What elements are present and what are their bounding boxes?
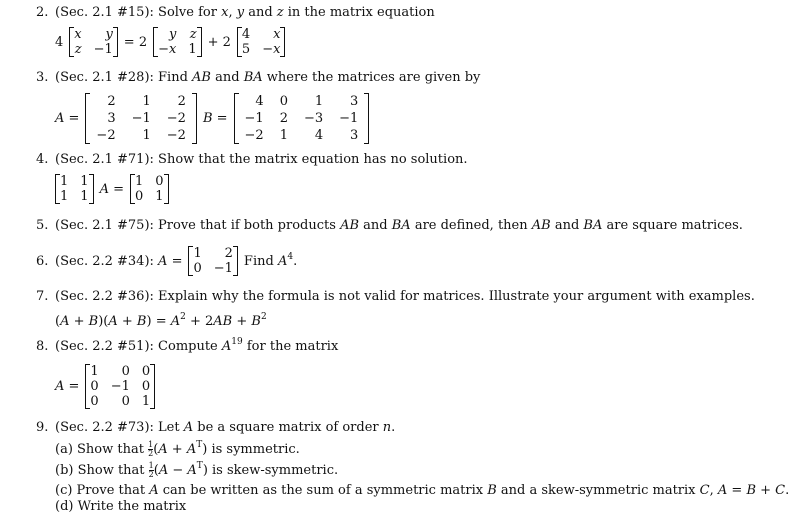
text-segment: ) is symmetric. (202, 442, 300, 457)
matrix-cell: −1 (339, 111, 359, 126)
text-segment: T (196, 440, 203, 450)
matrix-cell: 3 (350, 94, 359, 109)
problem-number: 2. (36, 5, 49, 20)
text-segment: 4 (287, 251, 294, 262)
matrix-cell: y (168, 27, 177, 42)
matrix-cell: −1 (244, 111, 264, 126)
matrix (153, 27, 202, 57)
matrix-label: A = (55, 111, 80, 126)
matrix-cell: −2 (96, 128, 116, 143)
text-segment: A (183, 420, 194, 435)
matrix-cell: 0 (155, 174, 164, 189)
text-segment: AB (213, 314, 233, 329)
denominator: 2 (148, 449, 154, 458)
problem-number: 3. (36, 70, 49, 85)
matrix-cell: 1 (141, 394, 151, 409)
text-segment: A (186, 442, 197, 457)
text-segment: C (699, 483, 710, 498)
text-segment: A (277, 253, 288, 269)
text-segment: AB (192, 70, 211, 85)
matrix-equation-q2 (55, 27, 288, 57)
matrix-cell: −2 (166, 111, 186, 126)
text-segment: A (108, 314, 118, 329)
part-text (154, 463, 338, 478)
text-segment: ( (153, 442, 159, 457)
matrix-cell: 2 (177, 94, 186, 109)
matrix-q8 (55, 364, 158, 409)
matrix-cell: 1 (60, 174, 69, 189)
numerator: 1 (148, 461, 154, 470)
matrix-label: A = (55, 379, 80, 394)
text-segment: + (167, 442, 187, 457)
equals-coefficient: = 2 (123, 34, 148, 50)
text-segment: and a skew-symmetric matrix (496, 483, 700, 498)
text-segment: A (187, 463, 197, 478)
text-segment: AB (340, 218, 360, 233)
matrix-cell: 0 (90, 394, 99, 409)
text-segment: in the matrix equation (283, 5, 435, 20)
matrix-cell: x (273, 27, 281, 42)
text-segment: BA (391, 218, 411, 233)
text-segment: − (168, 463, 188, 478)
text-segment: (Sec. 2.2 #73): Let (55, 420, 184, 435)
text-segment: + (69, 314, 89, 329)
text-segment: A (158, 463, 169, 478)
text-segment: where the matrices are given by (262, 70, 481, 85)
equation-middle: A = (99, 181, 124, 197)
matrix-cell: −x (262, 42, 281, 57)
matrix-cell: 1 (155, 189, 164, 204)
matrix-cell: 2 (279, 111, 288, 126)
text-segment: . (293, 253, 298, 269)
matrix-cell: −3 (303, 111, 324, 126)
text-segment: (Sec. 2.2 #34): (55, 253, 159, 269)
matrix-cell: 0 (141, 364, 151, 379)
matrix (85, 364, 155, 409)
text-segment: ) is skew-symmetric. (202, 463, 339, 478)
matrix-cell: 1 (60, 189, 69, 204)
text-segment: can be written as the sum of a symmetric matrix (158, 483, 488, 498)
matrix-cell: 4 (255, 94, 264, 109)
problem-text (55, 152, 468, 167)
matrix-cell: 0 (121, 394, 130, 409)
matrix-cell: 4 (241, 27, 251, 42)
matrix-cell: −1 (131, 111, 151, 126)
text-segment: , (709, 483, 718, 498)
text-segment: and (211, 70, 244, 85)
matrix-b (234, 93, 370, 144)
text-segment: C (775, 483, 786, 498)
text-segment: (Sec. 2.2 #51): Compute (55, 339, 222, 354)
matrix (237, 27, 286, 57)
matrix-cell: 1 (142, 94, 151, 109)
part-text (153, 442, 300, 457)
plus-coefficient: + 2 (207, 34, 231, 50)
text-segment: A (158, 442, 168, 457)
text-segment: (Sec. 2.1 #75): Prove that if both products (55, 218, 341, 233)
problem-text (55, 218, 743, 233)
problem-text (55, 289, 755, 304)
text-segment: + (756, 483, 776, 498)
matrix (188, 246, 237, 276)
matrix-cell: 0 (279, 94, 288, 109)
text-segment: 2 (260, 312, 267, 322)
problem-number: 7. (36, 289, 49, 304)
text-segment: (Sec. 2.1 #28): Find (55, 70, 193, 85)
text-segment: x (221, 5, 229, 20)
problem-text (55, 70, 480, 85)
matrix-label: B = (202, 111, 228, 126)
text-segment: A (60, 314, 70, 329)
text-segment: ( (55, 314, 61, 329)
matrix-cell: 3 (107, 111, 116, 126)
text-segment: . (391, 420, 396, 435)
text-segment: and (550, 218, 584, 233)
problem-text (55, 339, 338, 354)
problem-number: 8. (36, 339, 49, 354)
text-segment: n (382, 420, 392, 435)
text-segment: ( (153, 463, 159, 478)
matrix-cell: −2 (166, 128, 186, 143)
matrix-cell: −1 (213, 261, 233, 276)
text-segment: and (359, 218, 392, 233)
text-segment: A (149, 483, 159, 498)
text-segment: B (88, 314, 99, 329)
text-segment: and (244, 5, 277, 20)
problem-number: 6. (36, 253, 49, 269)
text-segment: )( (98, 314, 109, 329)
text-segment: , (228, 5, 237, 20)
text-segment: are square matrices. (602, 218, 743, 233)
text-segment: A (221, 339, 232, 354)
text-segment: AB (531, 218, 551, 233)
problem-text-after (243, 251, 298, 269)
formula (55, 314, 267, 329)
matrix-a (85, 93, 197, 144)
coefficient: 4 (55, 34, 64, 50)
text-segment: z (276, 5, 284, 20)
matrix-cell: 1 (193, 246, 202, 261)
text-segment: Find (243, 253, 278, 269)
text-segment: B (746, 483, 756, 498)
matrix-cell: 0 (90, 379, 99, 394)
part-label: (b) Show that (55, 463, 149, 478)
problem-number: 4. (36, 152, 49, 167)
text-segment: (c) Prove that (55, 483, 150, 498)
text-segment: y (236, 5, 245, 20)
matrix-cell: 0 (121, 364, 130, 379)
matrix-cell: 1 (90, 364, 99, 379)
matrices-q3 (55, 93, 372, 144)
matrix-cell: 1 (279, 128, 288, 143)
problem-number: 5. (36, 218, 49, 233)
matrix-equation-q4 (52, 174, 172, 204)
matrix-cell: −2 (244, 128, 264, 143)
matrix-cell: 1 (188, 42, 197, 57)
denominator: 2 (148, 470, 154, 479)
text-segment: = (167, 253, 183, 269)
part-a (55, 441, 300, 458)
matrix-cell: x (74, 27, 82, 42)
problem-text (55, 254, 182, 269)
problem-text (55, 5, 435, 20)
matrix-cell: y (105, 27, 113, 42)
matrix-cell: 3 (350, 128, 359, 143)
text-segment: 2 (180, 312, 186, 322)
matrix (69, 27, 118, 57)
text-segment: T (196, 461, 203, 471)
part-b (55, 462, 338, 479)
part-d: (d) Write the matrix (55, 499, 187, 514)
part-c (55, 483, 789, 498)
text-segment: 19 (231, 337, 243, 347)
matrix-cell: 5 (241, 42, 251, 57)
text-segment: (Sec. 2.1 #15): Solve for (55, 5, 222, 20)
matrix-cell: −1 (93, 42, 113, 57)
text-segment: are defined, then (410, 218, 532, 233)
text-segment: A (170, 314, 181, 329)
part-label: (a) Show that (55, 442, 149, 457)
matrix-cell: −1 (110, 379, 130, 394)
matrix-cell: 1 (80, 189, 89, 204)
text-segment: A (158, 253, 168, 269)
matrix-cell: 0 (134, 189, 144, 204)
matrix (130, 174, 169, 204)
text-segment: + 2 (185, 314, 214, 329)
matrix-cell: 1 (134, 174, 144, 189)
matrix-cell: z (189, 27, 197, 42)
matrix-cell: −x (158, 42, 177, 57)
text-segment: BA (583, 218, 603, 233)
numerator: 1 (148, 440, 154, 449)
text-segment: B (136, 314, 147, 329)
text-segment: BA (243, 70, 263, 85)
matrix-cell: 0 (193, 261, 202, 276)
text-segment: + (232, 314, 252, 329)
text-segment: A (717, 483, 728, 498)
text-segment: for the matrix (242, 339, 339, 354)
matrix-cell: 0 (141, 379, 151, 394)
matrix-cell: 1 (80, 174, 89, 189)
text-segment: B (251, 314, 261, 329)
matrix-cell: 1 (314, 94, 324, 109)
text-segment: B (487, 483, 497, 498)
matrix-cell: z (74, 42, 82, 57)
text-segment: = (727, 483, 747, 498)
problem-text (55, 420, 395, 435)
matrix-cell: 1 (142, 128, 151, 143)
matrix-cell: 2 (224, 246, 233, 261)
matrix (55, 174, 94, 204)
problem-6 (36, 246, 297, 276)
text-segment: (Sec. 2.1 #71): Show that the matrix equation has no solution. (55, 152, 468, 167)
text-segment: . (785, 483, 789, 498)
text-segment: (Sec. 2.2 #36): Explain why the formula is not valid for matrices. Illustrate your argument with examples. (55, 289, 755, 304)
text-segment: ) = (146, 314, 171, 329)
matrix-cell: 4 (314, 128, 324, 143)
matrix-cell: 2 (107, 94, 116, 109)
problem-number: 9. (36, 420, 49, 435)
text-segment: + (117, 314, 137, 329)
text-segment: be a square matrix of order (193, 420, 383, 435)
